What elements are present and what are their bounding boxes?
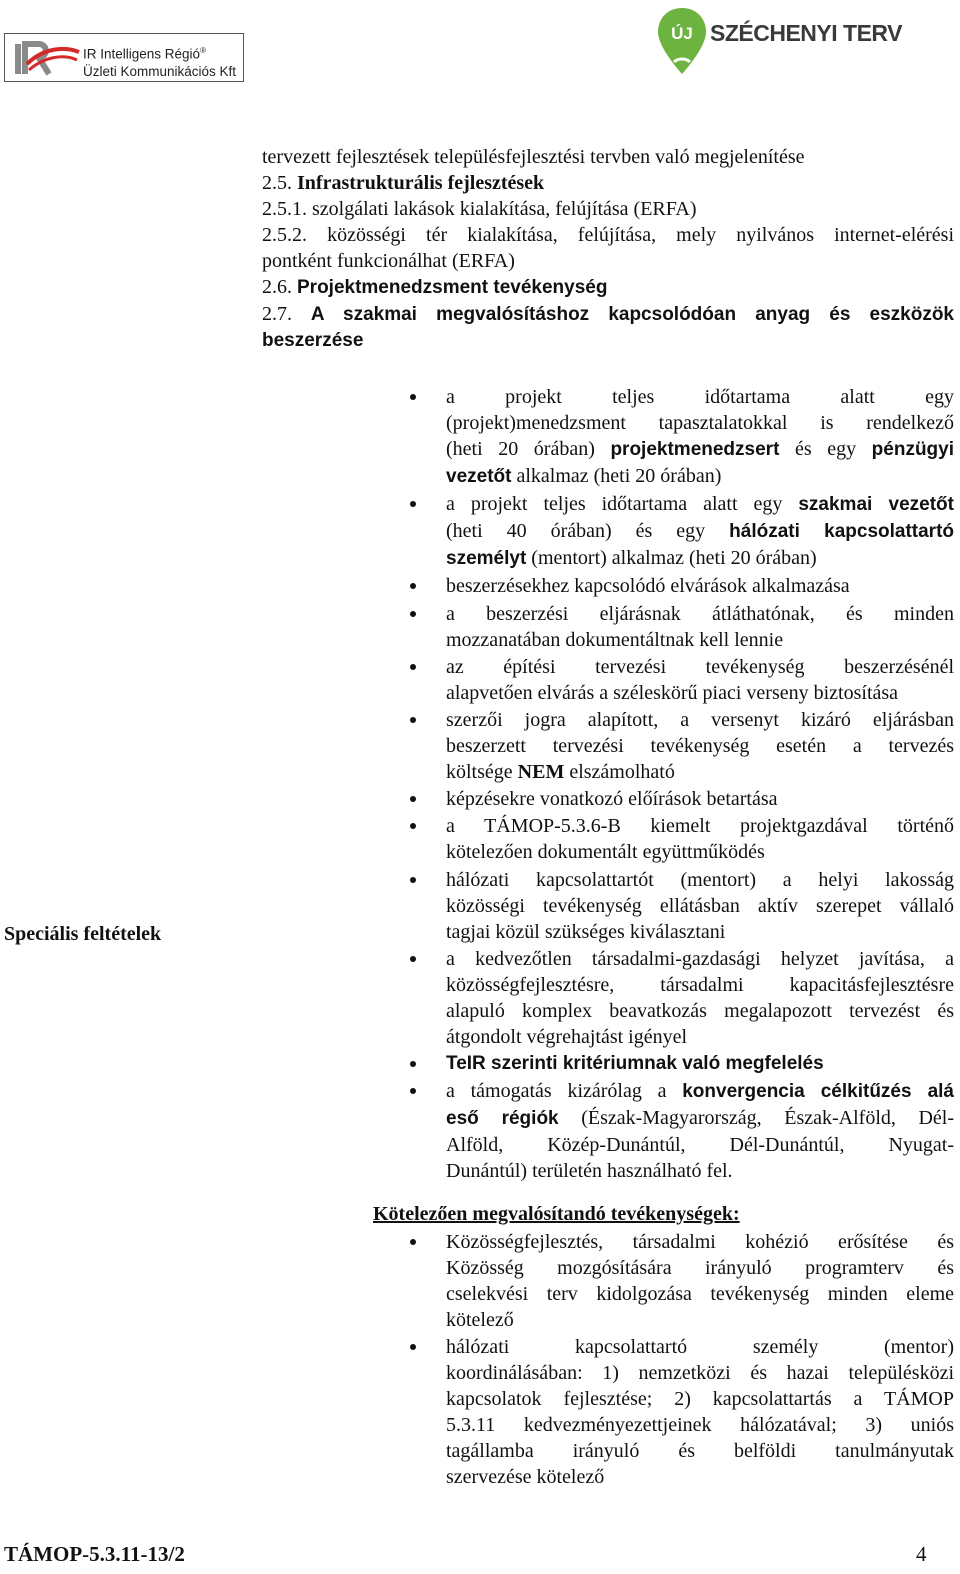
item-2-5	[262, 170, 954, 196]
bold-segment: konvergencia célkitűzés alá	[682, 1081, 954, 1103]
text-segment: (Észak-Magyarország, Észak-Alföld, Dél-	[581, 1107, 954, 1130]
szechenyi-badge-text: ÚJ	[671, 24, 693, 43]
page-number: 4	[916, 1542, 927, 1566]
list-item-line: beszerzett tervezési tevékenység esetén a tervezés	[446, 734, 954, 757]
list-item-line: cselekvési terv kidolgozása tevékenység minden eleme	[446, 1283, 954, 1305]
list-item-line	[446, 491, 954, 518]
bold-segment: eső régiók	[446, 1108, 559, 1130]
ir-logo-text	[83, 42, 236, 80]
ir-logo-mark-icon	[13, 38, 81, 78]
item-2-7-line2: beszerzése	[262, 330, 364, 351]
item-2-7-title: A szakmai megvalósításhoz kapcsolódóan anyag és eszközök	[310, 304, 954, 325]
list-item-line: hálózati kapcsolattartó személy (mentor)	[446, 1336, 954, 1359]
list-item-line: tagjai közül szükséges kiválasztani	[446, 920, 726, 943]
intro-line: tervezett fejlesztések településfejlesztési tervben való megjelenítése	[262, 146, 805, 168]
list-item	[446, 601, 954, 653]
text-segment: (heti 20 órában)	[446, 438, 595, 460]
item-2-5-title: Infrastrukturális fejlesztések	[297, 172, 545, 194]
list-item-line	[446, 518, 954, 545]
list-item-line: kapcsolatok fejlesztése; 2) kapcsolattartás a TÁMOP	[446, 1388, 954, 1411]
list-item	[446, 1229, 954, 1333]
list-item-line: a TÁMOP-5.3.6-B kiemelt projektgazdával történő	[446, 815, 954, 838]
list-item-line	[446, 1078, 954, 1105]
list-item-line: beszerzésekhez kapcsolódó elvárások alkalmazása	[446, 575, 850, 598]
list-item-line: tagállamba irányuló és belföldi tanulmányutak	[446, 1440, 954, 1463]
text-segment: alkalmaz (heti 20 órában)	[516, 465, 722, 487]
text-segment: és egy	[794, 438, 857, 460]
list-item-line: a beszerzési eljárásnak átláthatónak, és minden	[446, 602, 954, 625]
ir-logo	[4, 33, 244, 82]
list-item-line: (projekt)menedzsment tapasztalatokkal is rendelkező	[446, 412, 954, 434]
text-segment: a projekt teljes időtartama alatt egy	[446, 493, 783, 516]
development-list	[262, 144, 954, 354]
list-item-line: alapvetően elvárás a széleskörű piaci verseny biztosítása	[446, 681, 899, 704]
registered-mark: ®	[200, 46, 206, 55]
list-item	[446, 867, 954, 945]
list-item-line: Közösségfejlesztés, társadalmi kohézió erősítése és	[446, 1231, 954, 1253]
list-item	[446, 813, 954, 865]
list-item-line: kötelezően dokumentált együttműködés	[446, 841, 765, 864]
item-2-5-number: 2.5.	[262, 172, 292, 194]
list-item	[446, 1051, 954, 1077]
list-item-line: képzésekre vonatkozó előírások betartása	[446, 788, 778, 811]
special-conditions-label: Speciális feltételek	[4, 923, 162, 945]
list-item-line: a kedvezőtlen társadalmi-gazdasági helyzet javítása, a	[446, 947, 954, 970]
list-item-line: közösségi tevékenység ellátásban aktív szerepet vállaló	[446, 894, 954, 917]
list-item-line	[446, 759, 954, 785]
list-item-line	[446, 436, 954, 463]
list-item-line	[446, 545, 954, 572]
bold-segment: projektmenedzsert	[610, 439, 780, 460]
list-item-line: 5.3.11 kedvezményezettjeinek hálózatával; 3) uniós	[446, 1414, 954, 1437]
list-item-line: az építési tervezési tevékenység beszerzésénél	[446, 655, 954, 678]
list-item	[446, 573, 954, 599]
list-item-line: a projekt teljes időtartama alatt egy	[446, 386, 954, 408]
text-segment: (heti 40 órában) és egy	[446, 520, 706, 543]
item-2-6-title: Projektmenedzsment tevékenység	[297, 277, 608, 298]
list-item-line: átgondolt végrehajtást igényel	[446, 1025, 688, 1048]
list-item-line: koordinálásában: 1) nemzetközi és hazai településközi	[446, 1362, 954, 1385]
list-item	[446, 654, 954, 706]
text-segment: a támogatás kizárólag a	[446, 1080, 667, 1103]
text-segment: elszámolható	[569, 760, 675, 783]
mandatory-activities-heading: Kötelezően megvalósítandó tevékenységek:	[373, 1203, 740, 1225]
list-item-line: szerzői jogra alapított, a versenyt kizáró eljárásban	[446, 708, 954, 731]
bold-segment: személyt	[446, 548, 527, 570]
ir-logo-line1: IR Intelligens Régió	[83, 46, 201, 62]
list-item-line: hálózati kapcsolattartót (mentort) a helyi lakosság	[446, 868, 954, 891]
list-item	[446, 1078, 954, 1184]
program-code: TÁMOP-5.3.11-13/2	[4, 1542, 185, 1566]
list-item-line: mozzanatában dokumentáltnak kell lennie	[446, 628, 784, 651]
list-item-line: közösségfejlesztésre, társadalmi kapacitásfejlesztésre	[446, 973, 954, 996]
list-item	[446, 1334, 954, 1490]
item-2-5-2-line2: pontként funkcionálhat (ERFA)	[262, 250, 515, 272]
item-2-7-number: 2.7.	[262, 303, 292, 325]
list-item-line: Dunántúl) területén használható fel.	[446, 1160, 733, 1183]
bold-segment: szakmai vezetőt	[798, 494, 954, 516]
list-item	[446, 946, 954, 1050]
text-segment: (mentort) alkalmaz (heti 20 órában)	[531, 547, 817, 570]
list-item-line: Közösség mozgósítására irányuló programterv és	[446, 1257, 954, 1279]
list-item-line: kötelező	[446, 1309, 514, 1331]
list-item	[446, 786, 954, 812]
list-item-line: TeIR szerinti kritériumnak való megfelelés	[446, 1052, 824, 1074]
mandatory-activities-list	[446, 1229, 954, 1491]
list-item-line: szervezése kötelező	[446, 1466, 605, 1489]
szechenyi-terv-text: SZÉCHENYI TERV	[710, 20, 902, 46]
list-item	[446, 491, 954, 572]
ir-logo-line2: Üzleti Kommunikációs Kft	[83, 63, 237, 79]
bold-segment: vezetőt	[446, 466, 512, 487]
text-segment: költsége	[446, 760, 513, 783]
bold-segment: NEM	[517, 760, 565, 783]
list-item-line	[446, 1105, 954, 1132]
bold-segment: pénzügyi	[871, 439, 955, 460]
szechenyi-pin-icon	[656, 6, 708, 76]
list-item-line: Alföld, Közép-Dunántúl, Dél-Dunántúl, Nyugat-	[446, 1134, 954, 1157]
bold-segment: hálózati kapcsolattartó	[729, 521, 955, 543]
item-2-7-line1	[262, 301, 954, 328]
item-2-5-1: 2.5.1. szolgálati lakások kialakítása, felújítása (ERFA)	[262, 198, 697, 220]
special-conditions-list	[446, 384, 954, 1185]
list-item-line	[446, 463, 954, 490]
list-item	[446, 707, 954, 785]
list-item	[446, 384, 954, 490]
szechenyi-terv-logo	[656, 6, 902, 76]
list-item-line: alapuló komplex beavatkozás megalapozott tervezést és	[446, 999, 954, 1022]
item-2-6-number: 2.6.	[262, 276, 292, 298]
item-2-5-2-line1: 2.5.2. közösségi tér kialakítása, felújítása, mely nyilvános internet-elérési	[262, 224, 954, 246]
item-2-6	[262, 274, 954, 301]
